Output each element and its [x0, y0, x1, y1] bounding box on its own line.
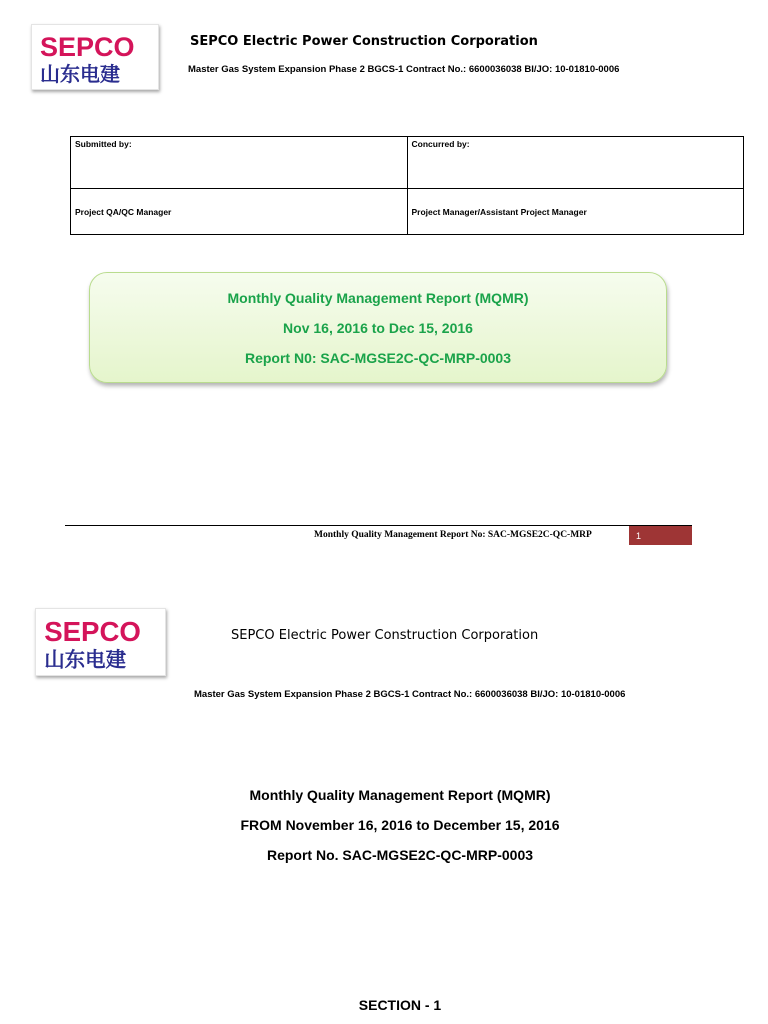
- footer-text: Monthly Quality Management Report No: SAC-MGSE2C-QC-MRP: [314, 530, 592, 540]
- footer-divider: [65, 525, 692, 526]
- section-heading: SECTION - 1: [358, 997, 442, 1013]
- report-title: Monthly Quality Management Report (MQMR): [249, 787, 551, 803]
- concurred-by-cell: [407, 137, 744, 189]
- company-name: SEPCO Electric Power Construction Corporation: [190, 34, 538, 49]
- contract-line: Master Gas System Expansion Phase 2 BGCS-1 Contract No.: 6600036038 BI/JO: 10-01810-0006: [188, 64, 620, 75]
- submitted-by-cell: [71, 137, 408, 189]
- logo-brand-text-page2: SEPCO: [44, 615, 141, 647]
- sepco-logo-page2: [35, 608, 166, 676]
- submitted-role: Project QA/QC Manager: [75, 206, 172, 217]
- concurred-role: Project Manager/Assistant Project Manager: [411, 206, 587, 217]
- company-name-page2: SEPCO Electric Power Construction Corporation: [231, 628, 539, 643]
- page-number-box: [629, 526, 692, 545]
- banner-report-number: Report N0: SAC-MGSE2C-QC-MRP-0003: [244, 350, 512, 366]
- sepco-logo-graphic: [32, 25, 158, 89]
- report-period: FROM November 16, 2016 to December 15, 2016: [240, 817, 560, 833]
- logo-chinese-text-page2: 山东电建: [44, 647, 127, 672]
- sepco-logo-page2-graphic: [36, 609, 165, 675]
- report-banner: [89, 272, 667, 383]
- submitted-role-cell: [71, 189, 408, 235]
- signature-table: [70, 136, 744, 235]
- page-number: 1: [636, 531, 642, 541]
- contract-line-page2: Master Gas System Expansion Phase 2 BGCS-1 Contract No.: 6600036038 BI/JO: 10-01810-0006: [194, 689, 626, 700]
- submitted-by-label: Submitted by:: [75, 139, 132, 149]
- logo-brand-text: SEPCO: [40, 32, 135, 62]
- sepco-logo: [31, 24, 159, 90]
- logo-chinese-text: 山东电建: [40, 62, 120, 86]
- banner-period: Nov 16, 2016 to Dec 15, 2016: [283, 320, 473, 336]
- banner-title: Monthly Quality Management Report (MQMR): [227, 290, 529, 306]
- report-number: Report No. SAC-MGSE2C-QC-MRP-0003: [266, 847, 534, 863]
- concurred-role-cell: [407, 189, 744, 235]
- concurred-by-label: Concurred by:: [411, 139, 470, 149]
